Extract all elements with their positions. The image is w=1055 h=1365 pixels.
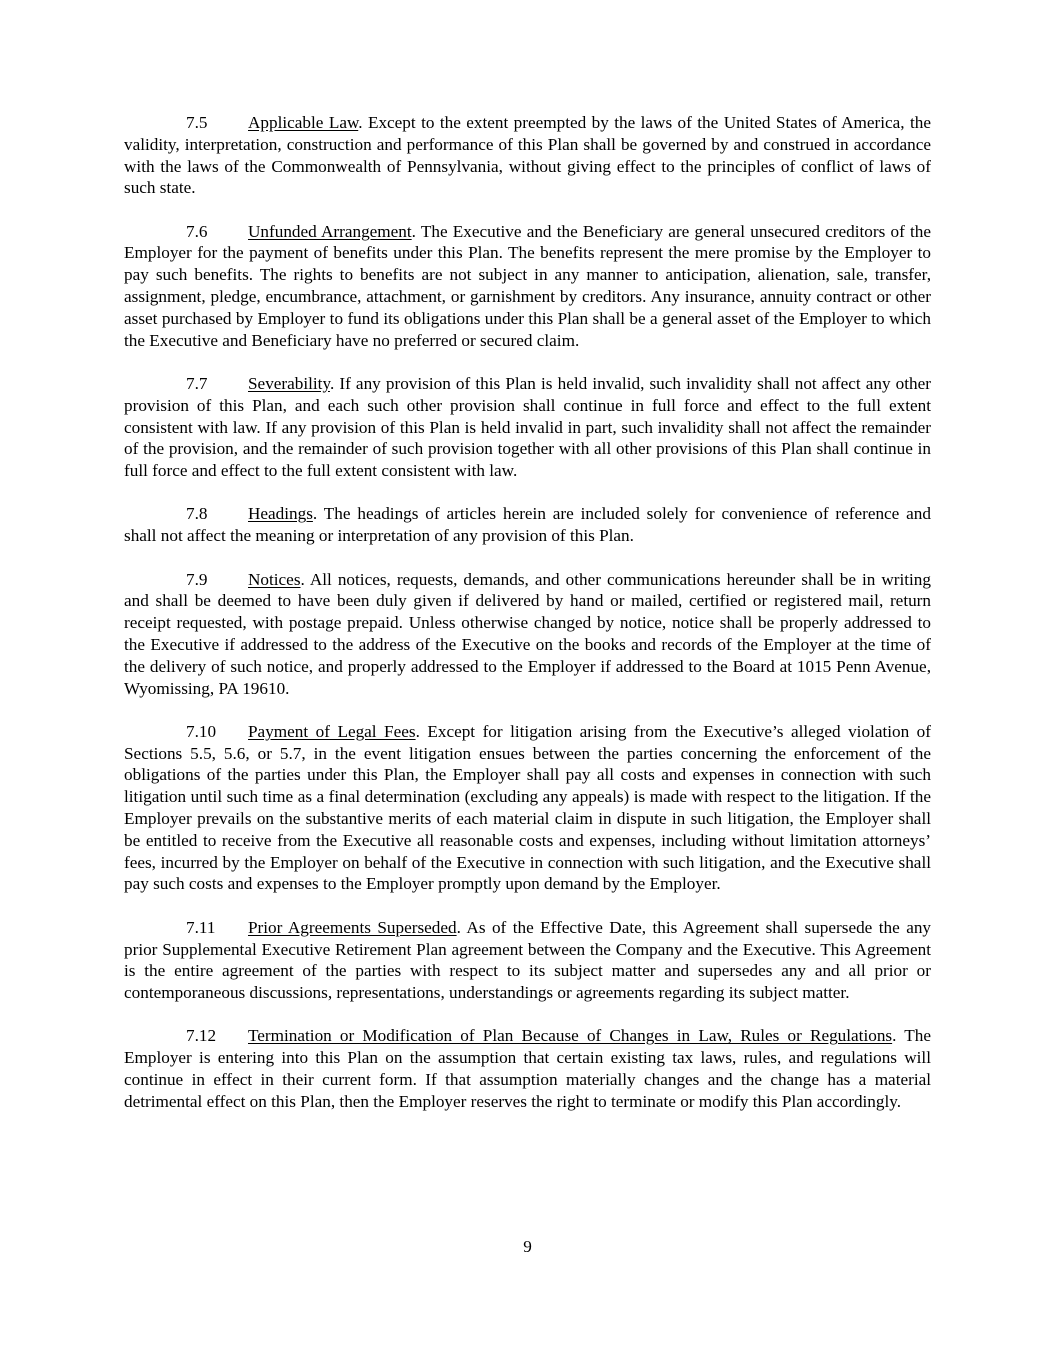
section-body: Except for litigation arising from the Executive’s alleged violation of Sections 5.5, 5.6, or 5.7, in the event litigation ensues between the parties concerning the enforcement of the obligations of the parties under this Plan, the Employer shall pay all costs and expenses in connection with such litigation until such time as a final determination (excluding any appeals) is made with respect to the litigation. If the Employer prevails on the substantive merits of each material claim in dispute in such litigation, the Employer shall be entitled to receive from the Executive all reasonable costs and expenses, including without limitation attorneys’ fees, incurred by the Employer on behalf of the Executive in connection with such litigation, and the Executive shall pay such costs and expenses to the Employer promptly upon demand by the Employer. xyxy=(124,721,931,894)
section-body: The Executive and the Beneficiary are general unsecured creditors of the Employer for the payment of benefits under this Plan. The benefits represent the mere promise by the Employer to pay such benefits. The rights to benefits are not subject in any manner to anticipation, alienation, sale, transfer, assignment, pledge, encumbrance, attachment, or garnishment by creditors. Any insurance, annuity contract or other asset purchased by Employer to fund its obligations under this Plan shall be a general asset of the Employer to which the Executive and Beneficiary have no preferred or secured claim. xyxy=(124,221,931,350)
section-body: As of the Effective Date, this Agreement shall supersede the any prior Supplemental Executive Retirement Plan agreement between the Company and the Executive. This Agreement is the entire agreement of the parties with respect to its subject matter and supersedes any and all prior or contemporaneous discussions, representations, understandings or agreements regarding its subject matter. xyxy=(124,917,932,1003)
heading-punctuation: . xyxy=(456,917,461,937)
heading-punctuation: . xyxy=(312,504,318,524)
section-number: 7.8 xyxy=(186,504,208,524)
section-7-12 xyxy=(124,1025,931,1112)
section-7-7 xyxy=(124,373,931,482)
section-heading: Headings xyxy=(248,504,313,524)
section-7-9 xyxy=(124,569,931,700)
section-heading: Unfunded Arrangement xyxy=(248,221,412,241)
section-7-10 xyxy=(124,721,931,895)
section-heading: Termination or Modification of Plan Because of Changes in Law, Rules or Regulations xyxy=(248,1026,893,1046)
section-7-8 xyxy=(124,503,931,547)
section-body: The Employer is entering into this Plan on the assumption that certain existing tax laws, rules, and regulations will continue in effect in their current form. If that assumption materially changes and the change has a material detrimental effect on this Plan, then the Employer reserves the right to terminate or modify this Plan accordingly. xyxy=(124,1026,931,1111)
section-7-5 xyxy=(124,112,931,199)
section-heading: Payment of Legal Fees xyxy=(248,721,416,741)
section-7-6 xyxy=(124,221,931,352)
heading-punctuation: . xyxy=(300,569,305,589)
section-body: Except to the extent preempted by the laws of the United States of America, the validity, interpretation, construction and performance of this Plan shall be governed by and construed in accordance with the laws of the Commonwealth of Pennsylvania, without giving effect to the principles of conflict of laws of such state. xyxy=(124,113,931,198)
section-heading: Applicable Law xyxy=(248,113,359,132)
heading-punctuation: . xyxy=(358,113,363,132)
heading-punctuation: . xyxy=(411,221,416,241)
section-heading: Severability xyxy=(248,373,330,393)
section-number: 7.12 xyxy=(186,1026,217,1046)
section-heading: Prior Agreements Superseded xyxy=(248,917,457,937)
section-number: 7.6 xyxy=(186,221,208,241)
document-page xyxy=(124,112,931,1134)
section-number: 7.11 xyxy=(186,917,216,937)
heading-punctuation: . xyxy=(329,373,335,393)
section-7-11 xyxy=(124,917,931,1004)
section-number: 7.7 xyxy=(186,373,208,393)
section-number: 7.9 xyxy=(186,569,208,589)
section-number: 7.10 xyxy=(186,721,217,741)
section-heading: Notices xyxy=(248,569,301,589)
section-body: If any provision of this Plan is held invalid, such invalidity shall not affect any other provision of this Plan, and each such other provision shall continue in full force and effect to the full extent consistent with law. If any provision of this Plan is held invalid in part, such invalidity shall not affect the remainder of the provision, and the remainder of such provision together with all other provisions of this Plan shall continue in full force and effect to the full extent consistent with law. xyxy=(124,373,931,481)
heading-punctuation: . xyxy=(415,721,420,741)
heading-punctuation: . xyxy=(892,1026,897,1046)
section-number: 7.5 xyxy=(186,113,208,132)
page-number: 9 xyxy=(523,1237,532,1256)
section-body: The headings of articles herein are included solely for convenience of reference and shall not affect the meaning or interpretation of any provision of this Plan. xyxy=(124,504,931,546)
section-body: All notices, requests, demands, and other communications hereunder shall be in writing and shall be deemed to have been duly given if delivered by hand or mailed, certified or registered mail, return receipt requested, with postage prepaid. Unless otherwise changed by notice, notice shall be properly addressed to the Executive if addressed to the address of the Executive on the books and records of the Employer at the time of the delivery of such notice, and properly addressed to the Employer if addressed to the Board at 1015 Penn Avenue, Wyomissing, PA 19610. xyxy=(124,569,931,698)
